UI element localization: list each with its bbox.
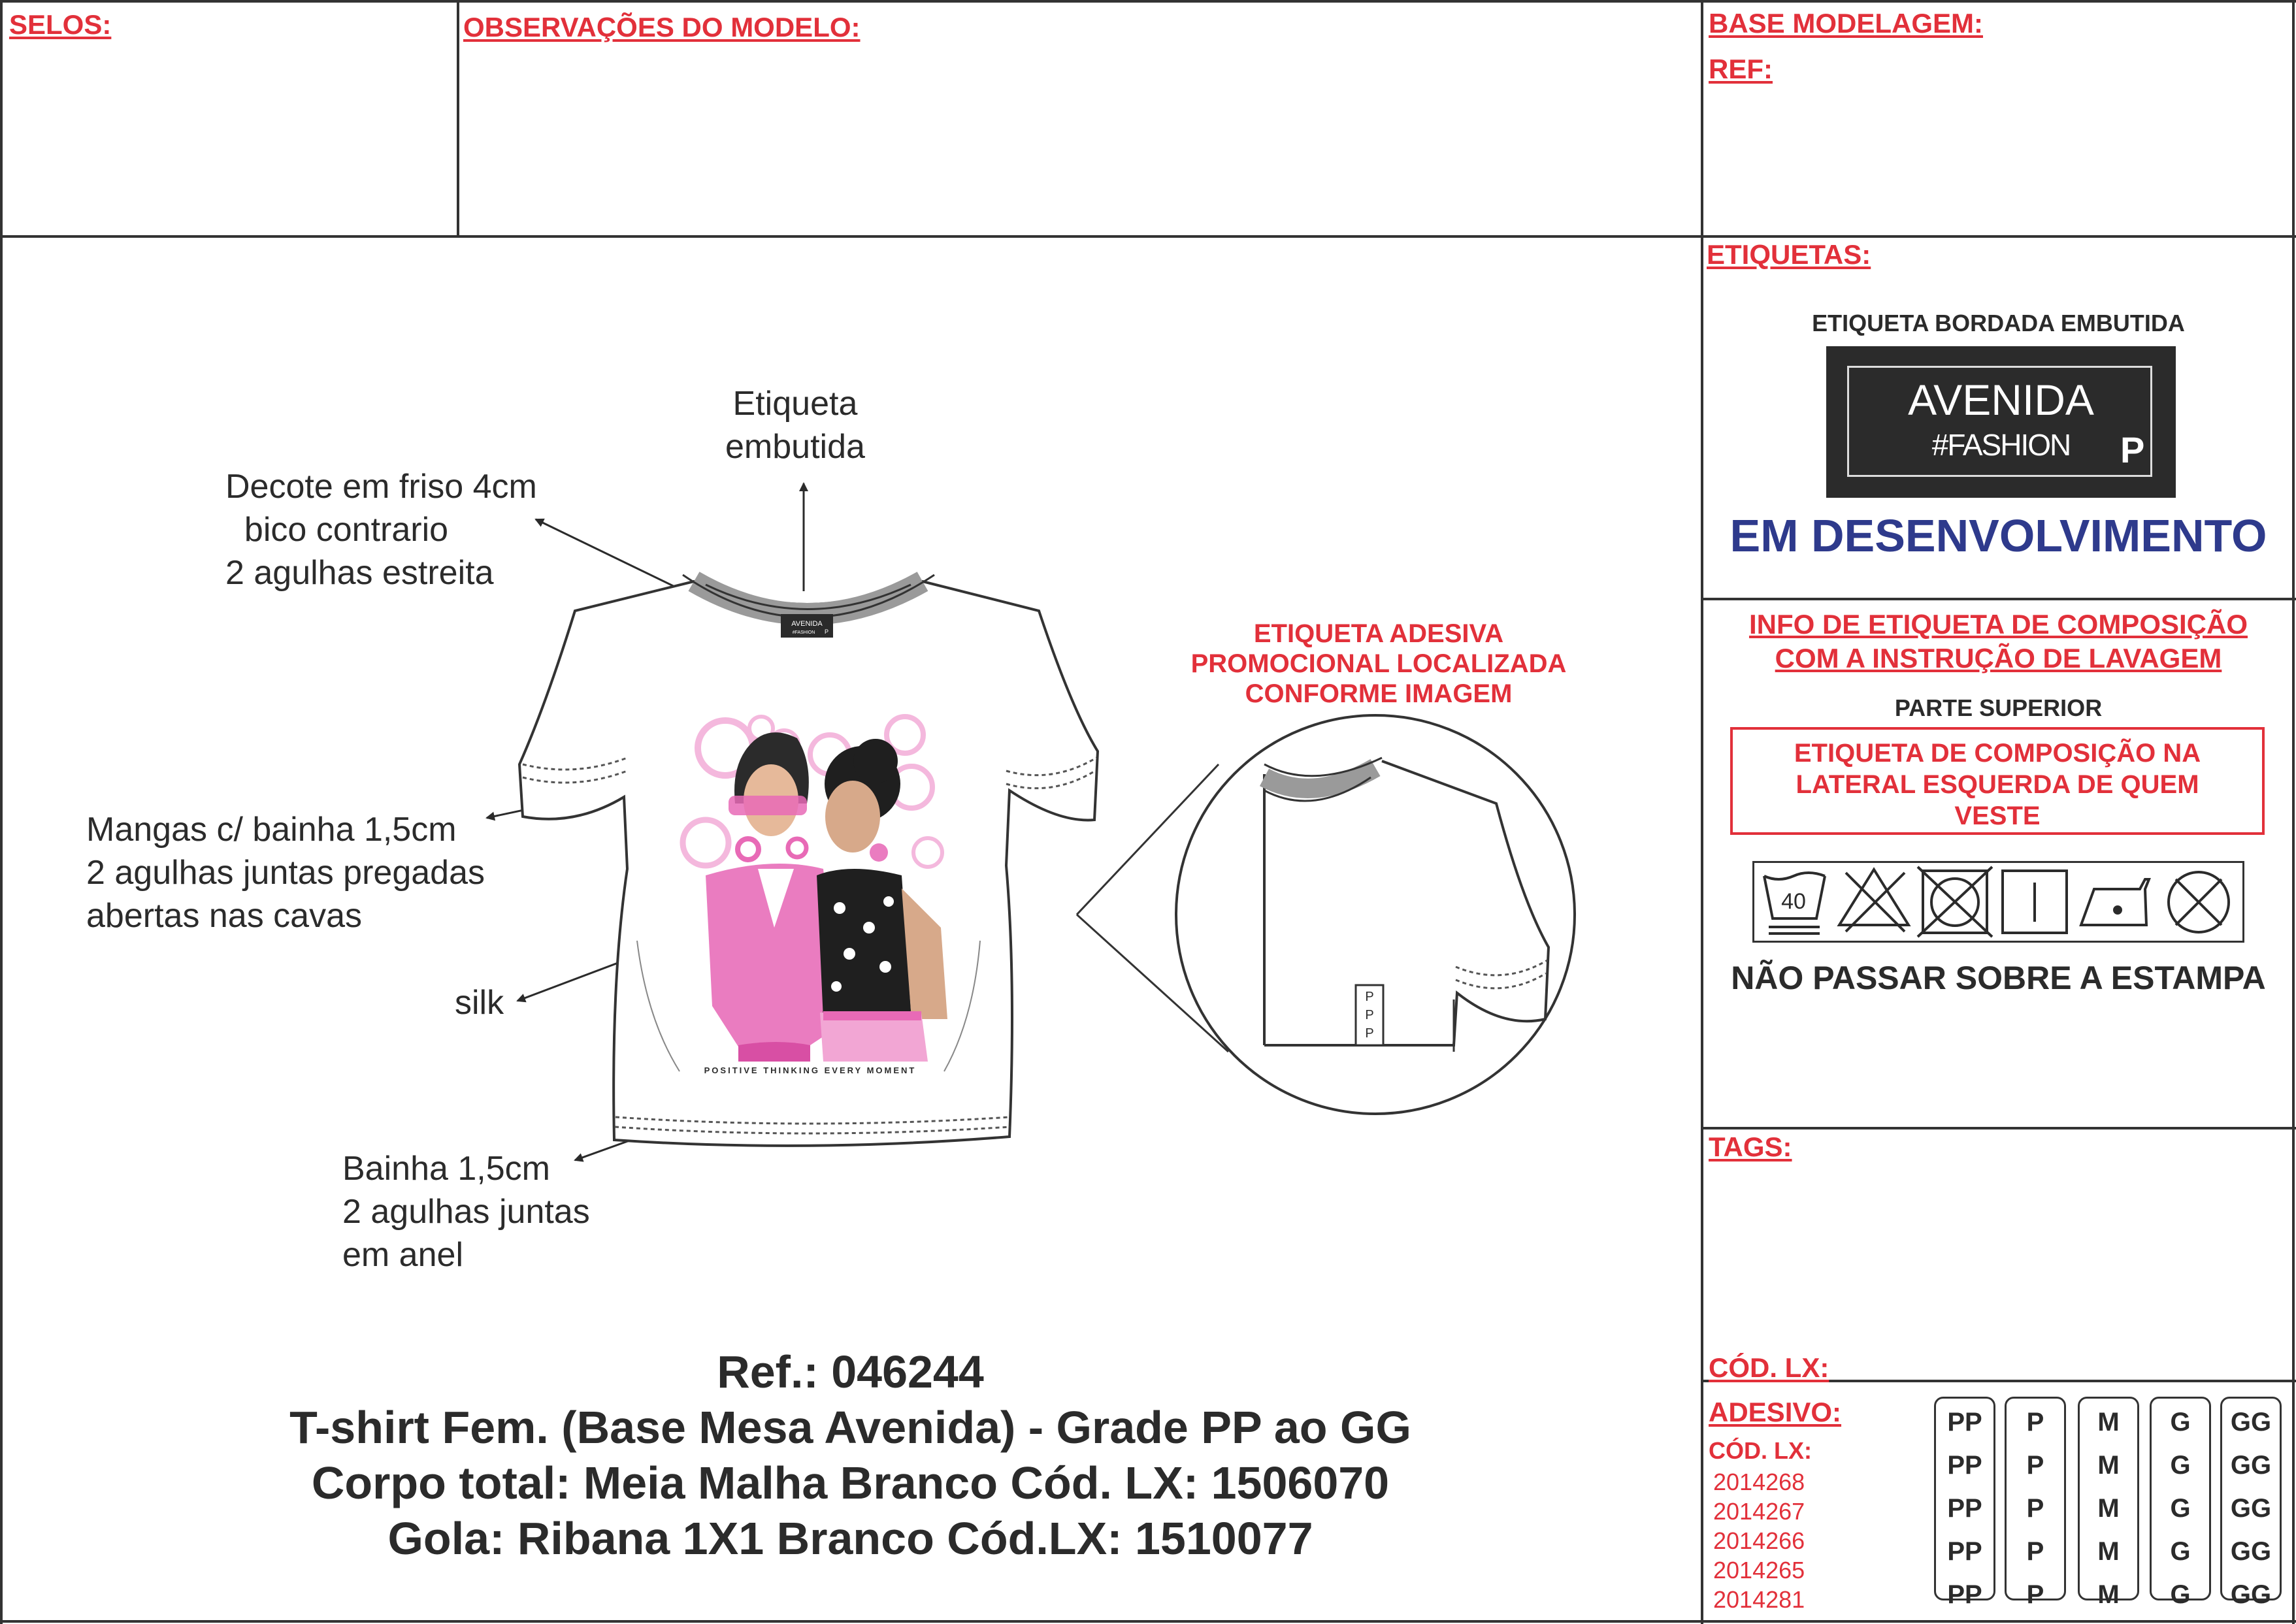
size-cell: GG xyxy=(2230,1408,2272,1437)
size-cell: G xyxy=(2170,1494,2191,1523)
product-line3: Gola: Ribana 1X1 Branco Cód.LX: 1510077 xyxy=(387,1513,1313,1564)
adesivo-header: ADESIVO: xyxy=(1709,1397,1842,1427)
promo-label-line2: PROMOCIONAL LOCALIZADA xyxy=(1190,649,1567,678)
silk-print-caption: POSITIVE THINKING EVERY MOMENT xyxy=(704,1065,917,1075)
product-ref: Ref.: 046244 xyxy=(717,1346,984,1397)
no-dry-clean-icon xyxy=(2169,872,2229,932)
size-column-m xyxy=(2078,1397,2139,1609)
detail-tag-3: P xyxy=(1365,1026,1374,1041)
product-line1: T-shirt Fem. (Base Mesa Avenida) - Grade PP ao GG xyxy=(289,1402,1411,1453)
tags-header: TAGS: xyxy=(1709,1131,1792,1162)
composicao-title-line1: INFO DE ETIQUETA DE COMPOSIÇÃO xyxy=(1748,609,2248,640)
ref-header: REF: xyxy=(1709,54,1773,84)
care-symbols-box xyxy=(1752,861,2244,943)
adesivo-code-5: 2014281 xyxy=(1713,1586,1805,1613)
status-em-desenvolvimento: EM DESENVOLVIMENTO xyxy=(1730,510,2267,561)
size-column-p xyxy=(2005,1397,2066,1609)
size-cell: PP xyxy=(1947,1451,1982,1480)
size-cell: M xyxy=(2097,1494,2120,1523)
composicao-title-line2: COM A INSTRUÇÃO DE LAVAGEM xyxy=(1775,643,2222,674)
collar-label xyxy=(781,614,833,638)
size-cell: M xyxy=(2097,1408,2120,1437)
annotation-mangas: Mangas c/ bainha 1,5cm 2 agulhas juntas pregadas abertas nas cavas xyxy=(86,811,485,935)
promo-label-line1: ETIQUETA ADESIVA xyxy=(1253,619,1504,648)
detail-tag-2: P xyxy=(1365,1008,1374,1022)
detail-magnifier xyxy=(1077,715,1575,1114)
composicao-box-line3: VESTE xyxy=(1954,802,2041,830)
size-cell: G xyxy=(2170,1451,2191,1480)
etiquetas-header: ETIQUETAS: xyxy=(1707,239,1871,270)
size-cell: G xyxy=(2170,1580,2191,1609)
size-cell: P xyxy=(2026,1537,2044,1566)
tags-divider xyxy=(1701,1127,2296,1129)
embroidered-label-size: P xyxy=(2120,429,2145,470)
size-column-pp xyxy=(1934,1397,1995,1609)
size-cell: M xyxy=(2097,1451,2120,1480)
collar-label-brand: AVENIDA xyxy=(791,620,823,628)
collar-label-size: P xyxy=(824,628,829,635)
size-cell: GG xyxy=(2230,1451,2272,1480)
wash-temp-label: 40 xyxy=(1781,889,1806,914)
no-bleach-icon xyxy=(1839,869,1909,932)
collar-label-sub: #FASHION xyxy=(792,630,815,635)
composicao-box xyxy=(1730,727,2265,835)
size-column-gg xyxy=(2220,1397,2282,1609)
size-cell: P xyxy=(2026,1494,2044,1523)
size-cell: GG xyxy=(2230,1580,2272,1609)
adesivo-code-3: 2014266 xyxy=(1713,1527,1805,1554)
base-modelagem-header: BASE MODELAGEM: xyxy=(1709,8,1983,39)
frame-bottom-border xyxy=(0,1620,2296,1623)
no-tumble-dry-icon xyxy=(1918,867,1992,937)
size-cell: G xyxy=(2170,1537,2191,1566)
embroidered-label xyxy=(1826,346,2176,498)
promo-label-line3: CONFORME IMAGEM xyxy=(1245,679,1513,708)
size-cell: PP xyxy=(1947,1494,1982,1523)
product-line2: Corpo total: Meia Malha Branco Cód. LX: 1506070 xyxy=(311,1457,1390,1508)
annotation-silk: silk xyxy=(455,984,504,1022)
size-cell: G xyxy=(2170,1408,2191,1437)
size-cell: GG xyxy=(2230,1494,2272,1523)
annotation-bainha: Bainha 1,5cm 2 agulhas juntas em anel xyxy=(342,1150,590,1274)
size-cell: PP xyxy=(1947,1580,1982,1609)
embroidered-label-sub: #FASHION xyxy=(1931,428,2071,462)
size-cell: P xyxy=(2026,1451,2044,1480)
etiquetas-divider xyxy=(1701,598,2296,600)
cod-lx-header: CÓD. LX: xyxy=(1709,1352,1829,1383)
detail-tag-1: P xyxy=(1365,990,1374,1004)
ironing-warning: NÃO PASSAR SOBRE A ESTAMPA xyxy=(1731,960,2266,996)
embroidered-label-brand: AVENIDA xyxy=(1908,376,2094,424)
adesivo-code-2: 2014267 xyxy=(1713,1498,1805,1525)
size-cell: M xyxy=(2097,1537,2120,1566)
composicao-box-line1: ETIQUETA DE COMPOSIÇÃO NA xyxy=(1794,739,2201,768)
line-dry-icon xyxy=(2003,871,2067,933)
adesivo-cod-lx-label: CÓD. LX: xyxy=(1709,1437,1812,1464)
adesivo-code-4: 2014265 xyxy=(1713,1557,1805,1583)
iron-low-icon xyxy=(2081,879,2149,925)
size-cell: P xyxy=(2026,1580,2044,1609)
observacoes-header: OBSERVAÇÕES DO MODELO: xyxy=(463,12,861,42)
size-cell: GG xyxy=(2230,1537,2272,1566)
parte-superior: PARTE SUPERIOR xyxy=(1894,694,2103,721)
size-cell: PP xyxy=(1947,1408,1982,1437)
size-cell: PP xyxy=(1947,1537,1982,1566)
size-cell: M xyxy=(2097,1580,2120,1609)
annotation-etiqueta-embutida: Etiqueta embutida xyxy=(725,385,865,466)
annotation-decote: Decote em friso 4cm bico contrario 2 agulhas estreita xyxy=(225,468,537,592)
size-cell: P xyxy=(2026,1408,2044,1437)
selos-header: SELOS: xyxy=(9,9,112,40)
composicao-box-line2: LATERAL ESQUERDA DE QUEM xyxy=(1796,770,2199,799)
size-column-g xyxy=(2150,1397,2211,1609)
adesivo-code-1: 2014268 xyxy=(1713,1469,1805,1495)
embroidered-label-title: ETIQUETA BORDADA EMBUTIDA xyxy=(1812,310,2185,336)
